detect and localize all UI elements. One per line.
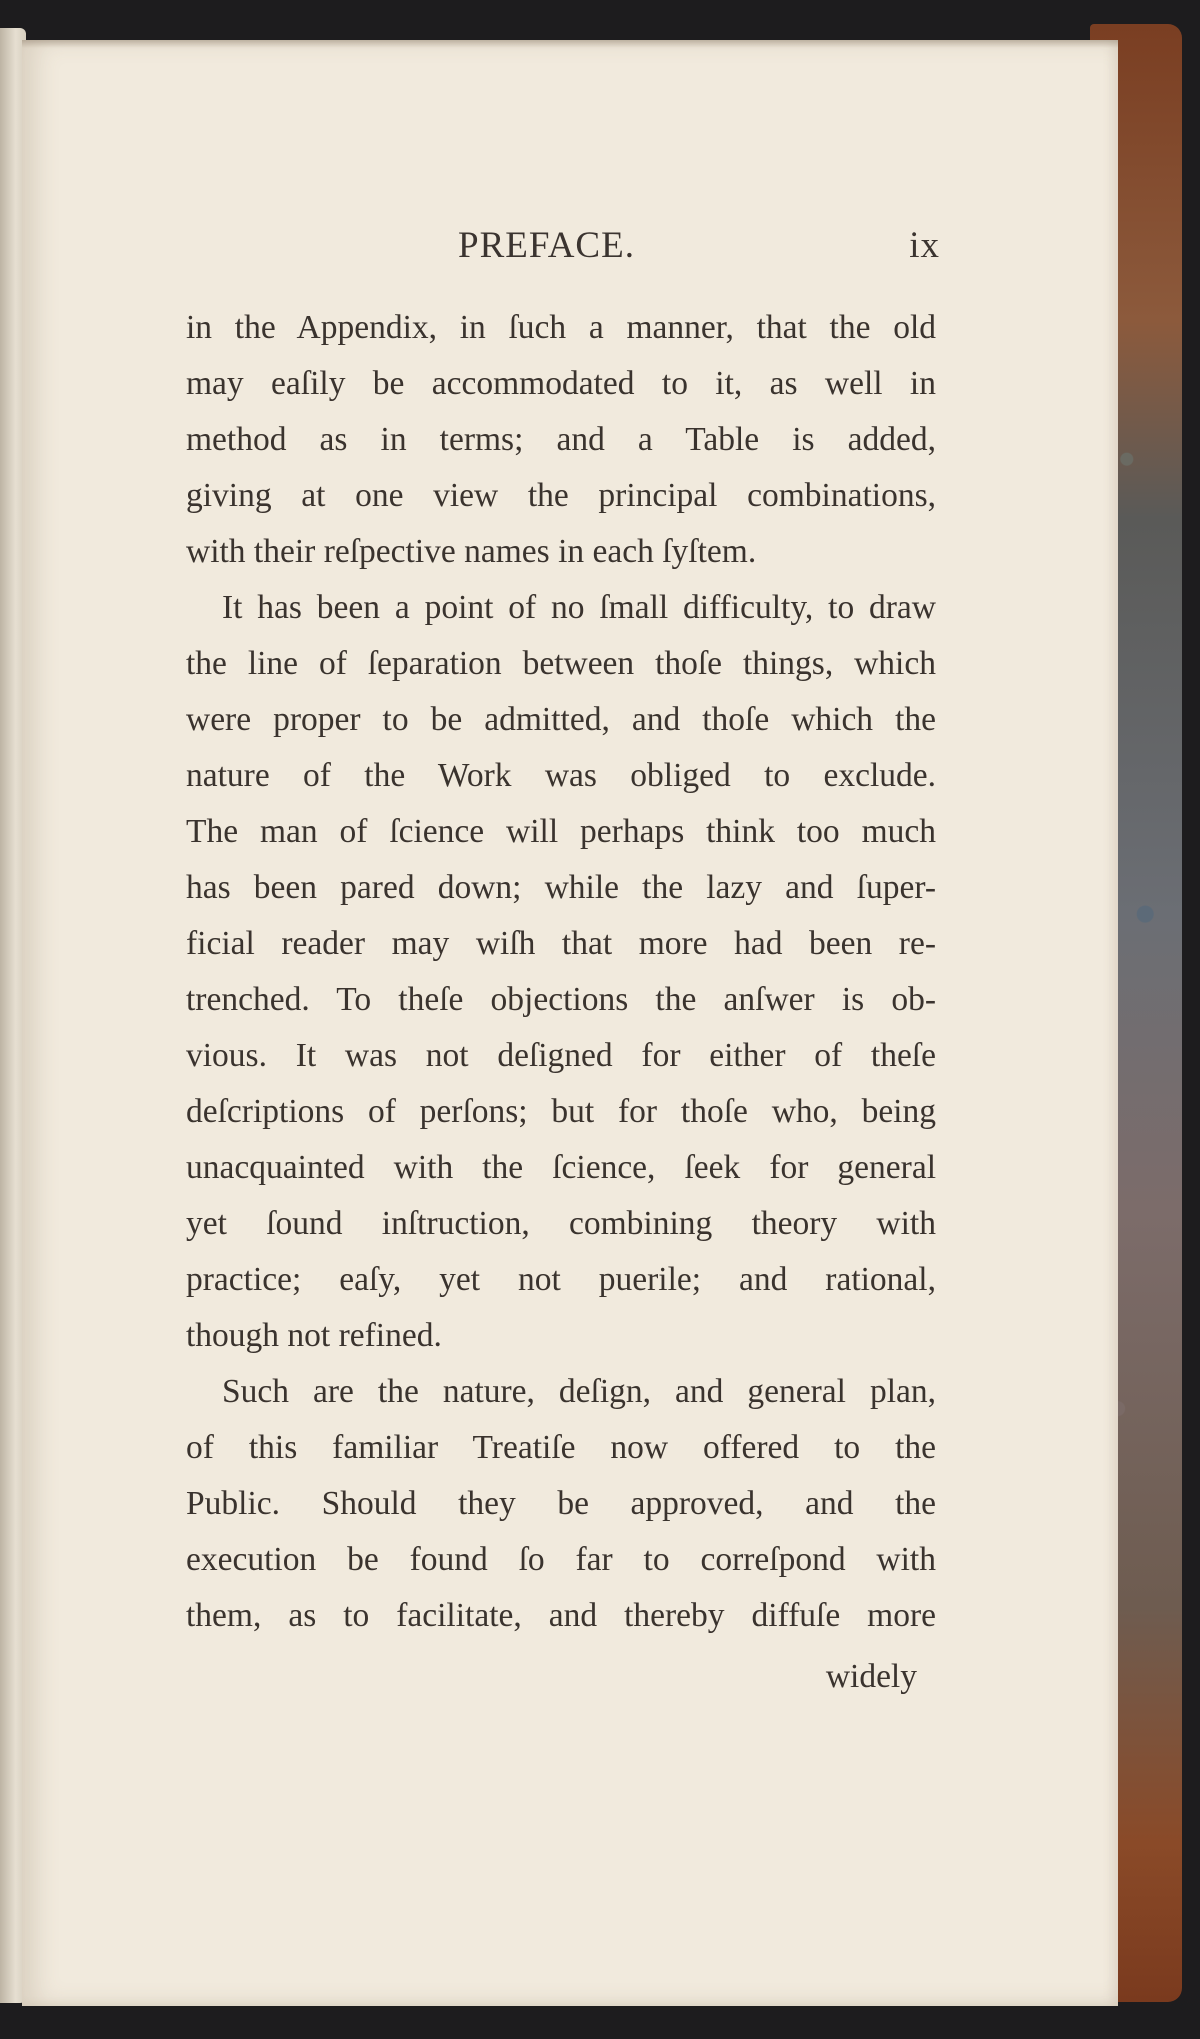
text-line: execution be found ſo far to correſpond with xyxy=(186,1541,936,1578)
text-line: with their reſpective names in each ſyſtem. xyxy=(186,533,757,570)
text-line: of this familiar Treatiſe now offered to the xyxy=(186,1429,936,1466)
text-line: method as in terms; and a Table is added, xyxy=(186,421,936,458)
text-line: the line of ſeparation between thoſe things, which xyxy=(186,645,936,682)
running-head-title: PREFACE. xyxy=(458,225,635,266)
text-line: though not refined. xyxy=(186,1317,442,1354)
text-line: trenched. To theſe objections the anſwer is ob- xyxy=(186,981,936,1018)
text-line: Public. Should they be approved, and the xyxy=(186,1485,936,1522)
text-line: ficial reader may wiſh that more had been re- xyxy=(186,925,936,962)
text-line: deſcriptions of perſons; but for thoſe who, being xyxy=(186,1093,936,1130)
text-line: nature of the Work was obliged to exclude. xyxy=(186,757,936,794)
text-line: may eaſily be accommodated to it, as well in xyxy=(186,365,936,402)
text-line: unacquainted with the ſcience, ſeek for general xyxy=(186,1149,936,1186)
text-line: them, as to facilitate, and thereby diffuſe more xyxy=(186,1597,936,1634)
catchword: widely xyxy=(825,1658,917,1695)
text-line: yet ſound inſtruction, combining theory with xyxy=(186,1205,936,1242)
text-line: giving at one view the principal combinations, xyxy=(186,477,936,514)
running-head xyxy=(190,224,940,274)
text-line: were proper to be admitted, and thoſe which the xyxy=(186,701,936,738)
text-line: It has been a point of no ſmall difficulty, to draw xyxy=(222,589,936,626)
text-line: Such are the nature, deſign, and general plan, xyxy=(222,1373,936,1410)
text-line: vious. It was not deſigned for either of theſe xyxy=(186,1037,936,1074)
text-line: The man of ſcience will perhaps think too much xyxy=(186,813,936,850)
page-top-shadow xyxy=(22,40,1118,48)
page-number: ix xyxy=(909,225,940,266)
body-text xyxy=(186,300,936,1644)
text-line: in the Appendix, in ſuch a manner, that the old xyxy=(186,309,936,346)
text-line: has been pared down; while the lazy and ſuper- xyxy=(186,869,936,906)
text-line: practice; eaſy, yet not puerile; and rational, xyxy=(186,1261,936,1298)
